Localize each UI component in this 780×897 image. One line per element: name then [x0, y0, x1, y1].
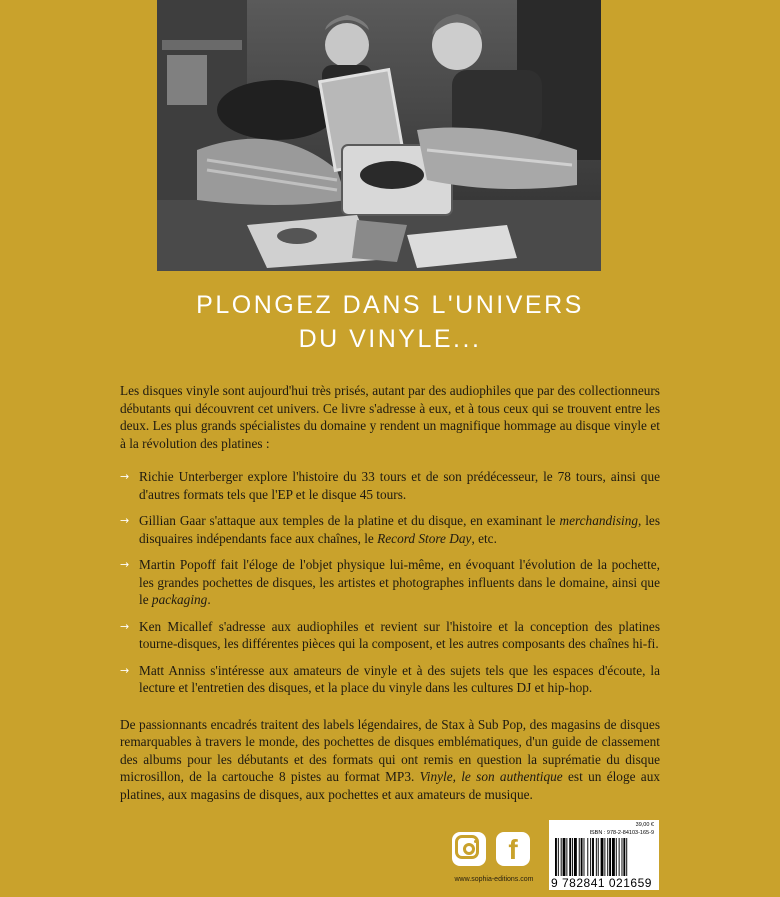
arrow-icon: →: [120, 663, 130, 677]
cover-photo: [157, 0, 601, 271]
list-item: [120, 556, 660, 609]
headline-line-1: PLONGEZ DANS L'UNIVERS: [196, 291, 584, 319]
list-item-text: Richie Unterberger explore l'histoire du 33 tours et de son prédécesseur, le 78 tours, ainsi que d'autres formats tels que l'EP et le disque 45 tours.: [139, 469, 660, 502]
book-title: Vinyle, le son authentique: [419, 769, 563, 784]
headline: [0, 288, 780, 356]
outro-text: De passionnants encadrés traitent des labels légendaires, de Stax à Sub Pop, des magasins de disques remarquables à travers le monde, des pochettes de disques emblématiques, d'un guide de classement des albums pour les débutants et des formats qui ont remis en question la suprématie du disque microsillon, de la cartouche 8 pistes au format MP3.: [120, 716, 660, 784]
barcode-icon: [555, 838, 655, 878]
arrow-icon: →: [120, 558, 130, 571]
back-cover-text: [120, 382, 660, 803]
list-item-text: Gillian Gaar s'attaque aux temples de la platine et du disque, en examinant le: [139, 513, 560, 528]
vintage-photo-two-girls-record-player: [157, 0, 601, 271]
list-item-text: Matt Anniss s'intéresse aux amateurs de vinyle et à des sujets tels que les espaces d'écoute, la lecture et l'entretien des disques, et la place du vinyle dans les cultures DJ et hip-hop.: [139, 662, 660, 695]
contributors-list: [120, 468, 660, 697]
price-label: 39,00 €: [635, 822, 654, 828]
arrow-icon: →: [120, 470, 130, 483]
publisher-website[interactable]: www.sophia-editions.com: [454, 876, 534, 883]
list-item-emphasis: Record Store Day: [377, 530, 472, 546]
barcode-panel: [549, 820, 659, 890]
headline-line-2: DU VINYLE...: [298, 325, 482, 353]
list-item-text: .: [207, 592, 211, 607]
arrow-icon: →: [120, 619, 130, 633]
list-item: [120, 618, 660, 653]
list-item-text: , etc.: [471, 530, 497, 546]
instagram-lens: [463, 843, 475, 855]
list-item-text: Martin Popoff fait l'éloge de l'objet physique lui-même, en évoquant l'évolution de la pochette, les grandes pochettes de disques, les artistes et photographes influents dans le domaine, ainsi que le: [139, 557, 660, 607]
outro-paragraph: [120, 716, 660, 804]
barcode-number: 9 782841 021659: [551, 876, 652, 890]
list-item-emphasis: packaging: [151, 592, 208, 607]
list-item: [120, 468, 660, 503]
list-item: [120, 662, 660, 697]
instagram-dot: [474, 840, 477, 843]
list-item-text: , les disquaires indépendants face aux chaînes, le: [139, 513, 660, 546]
isbn-label: ISBN : 978-2-84103-165-9: [589, 830, 654, 836]
arrow-icon: →: [120, 514, 130, 527]
social-links: [452, 832, 532, 872]
facebook-glyph: f: [508, 834, 518, 865]
list-item-text: Ken Micallef s'adresse aux audiophiles et revient sur l'histoire et la conception des platines tourne-disques, les différentes pièces qui la composent, et les autres composants des chaînes hi-fi.: [139, 618, 660, 651]
list-item-emphasis: merchandising: [559, 513, 639, 528]
outro-text: est un éloge aux platines, aux magasins de disques, aux pochettes et aux amateurs de musique.: [120, 769, 660, 802]
instagram-icon[interactable]: [452, 832, 486, 866]
facebook-icon[interactable]: [496, 832, 530, 866]
list-item: [120, 512, 660, 547]
intro-paragraph: Les disques vinyle sont aujourd'hui très prisés, autant par des audiophiles que par des collectionneurs débutants qui découvrent cet univers. Ce livre s'adresse à eux, et à tous ceux qui se trouvent entre les deux. Les plus grands spécialistes du domaine y rendent un magnifique hommage au disque vinyle et à la révolution des platines :: [120, 383, 660, 451]
